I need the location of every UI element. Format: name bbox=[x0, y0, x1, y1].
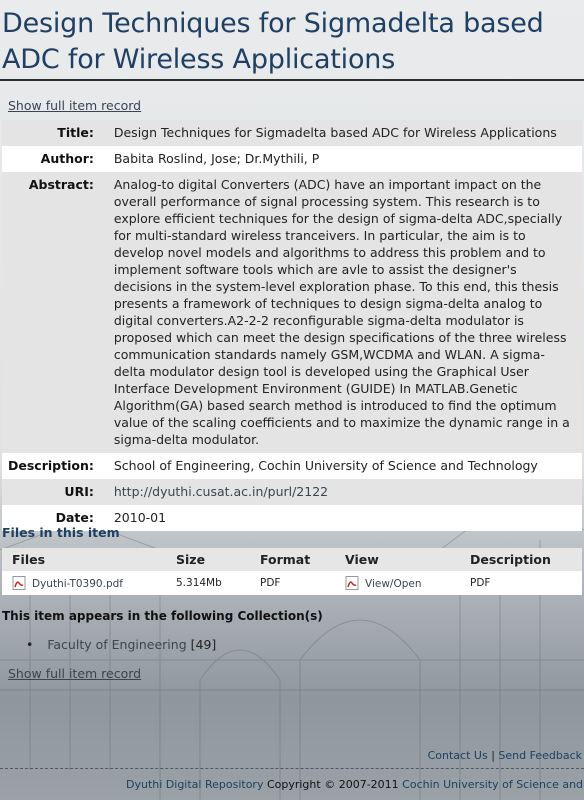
footer-divider bbox=[0, 768, 584, 769]
abstract-label: Abstract: bbox=[2, 172, 108, 453]
title-value: Design Techniques for Sigmadelta based ADC for Wireless Applications bbox=[108, 120, 582, 146]
view-open-link[interactable]: View/Open bbox=[365, 578, 422, 590]
date-label: Date: bbox=[2, 505, 108, 531]
file-size: 5.314Mb bbox=[166, 571, 250, 595]
collections-list bbox=[26, 637, 216, 652]
metadata-row-title bbox=[2, 120, 582, 146]
table-row bbox=[2, 571, 582, 595]
metadata-row-author bbox=[2, 146, 582, 172]
date-value: 2010-01 bbox=[108, 505, 582, 531]
files-header-size: Size bbox=[166, 548, 250, 571]
footer-links bbox=[428, 749, 582, 762]
description-value: School of Engineering, Cochin University of Science and Technology bbox=[108, 453, 582, 479]
title-label: Title: bbox=[2, 120, 108, 146]
footer-copyright bbox=[126, 778, 583, 791]
list-item bbox=[26, 637, 216, 652]
author-label: Author: bbox=[2, 146, 108, 172]
page-title: Design Techniques for Sigmadelta based ADC for Wireless Applications bbox=[2, 8, 544, 75]
title-divider bbox=[0, 79, 584, 81]
copyright-text: Copyright © 2007-2011 bbox=[266, 778, 399, 791]
description-label: Description: bbox=[2, 453, 108, 479]
uri-link[interactable]: http://dyuthi.cusat.ac.in/purl/2122 bbox=[113, 484, 329, 499]
file-format: PDF bbox=[250, 571, 335, 595]
files-header-format: Format bbox=[250, 548, 335, 571]
pdf-icon bbox=[345, 576, 359, 590]
repository-link[interactable]: Dyuthi Digital Repository bbox=[126, 778, 264, 791]
files-section-heading: Files in this item bbox=[2, 525, 120, 540]
files-table bbox=[2, 548, 582, 595]
file-name-link[interactable]: Dyuthi-T0390.pdf bbox=[32, 578, 123, 590]
files-header-description: Description bbox=[460, 548, 582, 571]
item-metadata-table bbox=[2, 120, 582, 531]
metadata-row-abstract bbox=[2, 172, 582, 453]
show-full-record-link-bottom[interactable]: Show full item record bbox=[8, 666, 142, 681]
contact-us-link[interactable]: Contact Us bbox=[427, 749, 488, 762]
author-value: Babita Roslind, Jose; Dr.Mythili, P bbox=[108, 146, 582, 172]
collection-count: [49] bbox=[190, 637, 217, 652]
file-description: PDF bbox=[460, 571, 582, 595]
collection-link-faculty-of-engineering[interactable]: Faculty of Engineering bbox=[47, 637, 187, 652]
show-full-record-link[interactable]: Show full item record bbox=[8, 98, 142, 113]
files-table-header bbox=[2, 548, 582, 571]
metadata-row-description bbox=[2, 453, 582, 479]
collections-heading: This item appears in the following Collection(s) bbox=[2, 609, 323, 623]
pdf-icon bbox=[12, 576, 26, 590]
uri-label: URI: bbox=[2, 479, 108, 505]
metadata-row-uri bbox=[2, 479, 582, 505]
files-header-files: Files bbox=[2, 548, 166, 571]
send-feedback-link[interactable]: Send Feedback bbox=[498, 749, 582, 762]
footer-separator: | bbox=[491, 749, 495, 762]
university-link[interactable]: Cochin University of Science and bbox=[402, 778, 584, 791]
files-header-view: View bbox=[335, 548, 460, 571]
abstract-value: Analog-to digital Converters (ADC) have an important impact on the overall performance of signal processing system. This research is to explore efficient techniques for the design of sigma-delta ADC,specially for multi-standard wireless tranceivers. In particular, the aim is to develop novel models and algorithms to address this problem and to implement software tools which are avle to assist the designer's decisions in the system-level exploration phase. To this end, this thesis presents a framework of techniques to design sigma-delta analog to digital converters.A2-2-2 reconfigurable sigma-delta modulator is proposed which can meet the design specifications of the three wireless communication standards namely GSM,WCDMA and WLAN. A sigma-delta modulator design tool is developed using the Graphical User Interface Development Environment (GUIDE) In MATLAB.Genetic Algorithm(GA) based search method is introduced to find the optimum value of the scaling coefficients and to maximize the dynamic range in a sigma-delta modulator. bbox=[108, 172, 582, 453]
